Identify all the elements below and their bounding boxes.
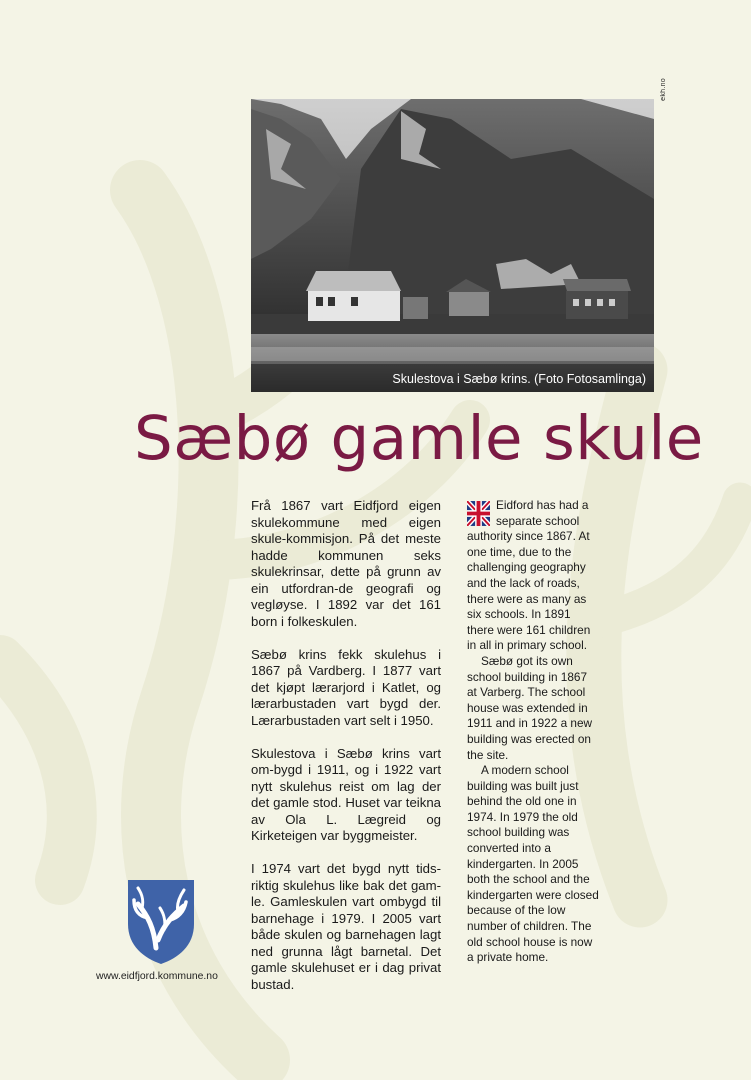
english-paragraph: A modern school building was built just behind the old one in 1974. In 1979 the old school building was converted into a kindergarten. In 2005 both the school and the kindergarten were closed because of the low number of children. The old school house is now a private home.	[467, 763, 599, 965]
uk-flag-icon	[467, 501, 490, 526]
norwegian-paragraph: Skulestova i Sæbø krins vart om-bygd i 1911, og i 1922 vart nytt skulehus reist om lag der det gamle stod. Huset var teikna av Ola L. Lægreid og Kirketeigen var byggmeister.	[251, 745, 441, 843]
municipality-url[interactable]: www.eidfjord.kommune.no	[96, 971, 218, 982]
design-credit: ekh.no	[660, 78, 667, 101]
page-title: Sæbø gamle skule	[134, 403, 704, 474]
norwegian-paragraph: Sæbø krins fekk skulehus i 1867 på Vardberg. I 1877 vart det kjøpt lærarjord i Katlet, og lærarbustaden vart bygd der. Lærarbustaden vart selt i 1950.	[251, 646, 441, 728]
english-paragraph: Sæbø got its own school building in 1867 at Varberg. The school house was extended in 1911 and in 1922 a new building was erected on the site.	[467, 653, 593, 762]
school-house	[306, 271, 401, 321]
historic-photo	[251, 99, 654, 392]
eidfjord-crest-icon	[126, 878, 196, 966]
english-paragraph: Eidford has had a separate school authority since 1867. At one time, due to the challenging geography and the lack of roads, there were as many as six schools. In 1891 there were 161 children in all in primary school.	[467, 498, 591, 653]
school-photo-image	[251, 99, 654, 392]
norwegian-text-column	[251, 498, 441, 1010]
norwegian-paragraph: Frå 1867 vart Eidfjord eigen skulekommune med eigen skule-kommisjon. På det meste hadde kommunen seks skulekrinsar, dette på grunn av ein utfordran-de geografi og vegløyse. I 1892 var det 161 born i folkeskulen.	[251, 498, 441, 629]
english-text-column	[467, 498, 599, 966]
norwegian-paragraph: I 1974 vart det bygd nytt tids-riktig skulehus like bak det gam-le. Gamleskulen vart ombygd til barnehage i 1979. I 2005 vart både skulen og barnehagen lagt ned grunna lågt barnetal. Det gamle skulehuset er i dag privat bustad.	[251, 861, 441, 992]
photo-caption: Skulestova i Sæbø krins. (Foto Fotosamlinga)	[392, 372, 646, 386]
